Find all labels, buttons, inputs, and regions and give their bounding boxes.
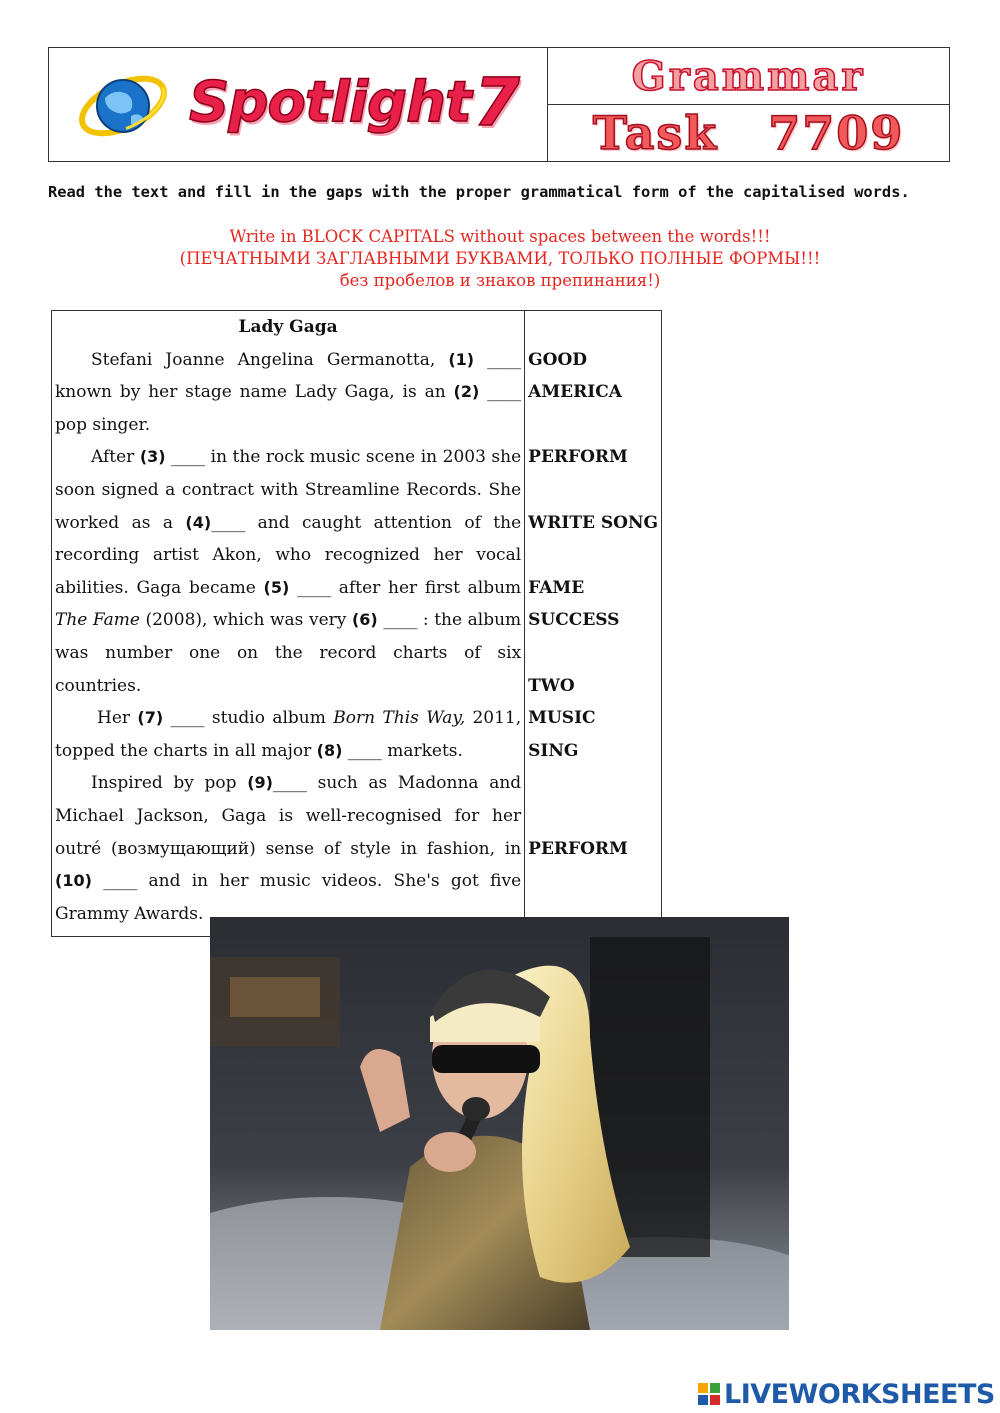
section-title: Grammar bbox=[631, 52, 866, 100]
paragraph-1 bbox=[55, 344, 521, 442]
task-label: Task bbox=[592, 106, 719, 160]
text-fragment: (2008), which was very bbox=[145, 610, 347, 631]
keyword: GOOD bbox=[528, 349, 588, 370]
task-title bbox=[593, 106, 904, 160]
gap-5-number: (5) bbox=[263, 577, 290, 597]
text-fragment: After bbox=[91, 447, 135, 468]
spotlight-logo-area bbox=[49, 48, 548, 161]
level-number: 7 bbox=[474, 64, 520, 141]
gap-9-number: (9) bbox=[247, 773, 273, 793]
gap-3[interactable]: ____ in the rock music scene in 2003 she soon signed a contract with Streamline Records. She worked as a bbox=[55, 447, 522, 533]
gap-1-number: (1) bbox=[448, 349, 475, 369]
gap-5[interactable]: ____ after her first album bbox=[297, 577, 522, 598]
text-fragment: Her bbox=[97, 708, 131, 729]
gap-8[interactable]: ____ markets. bbox=[347, 740, 463, 761]
gap-4[interactable]: ____ and caught attention of the recording artist Akon, who recognized her vocal abilities. Gaga became bbox=[55, 512, 522, 598]
gap-6[interactable]: ____ : the album was number one on the record charts of six countries. bbox=[55, 610, 522, 696]
task-cell bbox=[548, 105, 949, 161]
section-cell bbox=[548, 48, 949, 105]
text-title: Lady Gaga bbox=[238, 317, 338, 337]
reading-text-cell bbox=[52, 311, 525, 937]
gap-2-number: (2) bbox=[453, 382, 480, 402]
gap-8-number: (8) bbox=[316, 740, 343, 760]
keyword: AMERICA bbox=[528, 382, 622, 403]
gap-4-number: (4) bbox=[185, 512, 212, 532]
gap-3-number: (3) bbox=[139, 447, 166, 467]
globe-icon bbox=[75, 66, 171, 146]
album-title-2: Born This Way, bbox=[333, 708, 466, 729]
note-line-3: без пробелов и знаков препинания!) bbox=[339, 271, 661, 290]
paragraph-4 bbox=[55, 767, 521, 930]
gap-1[interactable]: ____ known by her stage name Lady Gaga, is an bbox=[55, 349, 522, 403]
paragraph-2 bbox=[55, 441, 521, 702]
note-line-2: (ПЕЧАТНЫМИ ЗАГЛАВНЫМИ БУКВАМИ, ТОЛЬКО ПОЛНЫЕ ФОРМЫ!!! bbox=[179, 249, 821, 268]
note-line-1: Write in BLOCK CAPITALS without spaces between the words!!! bbox=[229, 227, 771, 246]
keyword: SING bbox=[528, 740, 579, 761]
text-fragment: 2011, topped the charts in all major bbox=[55, 708, 522, 761]
task-number: 7709 bbox=[768, 106, 905, 160]
keyword: WRITE SONG bbox=[528, 512, 658, 533]
gap-10[interactable]: ____ and in her music videos. She's got five Grammy Awards. bbox=[55, 871, 522, 924]
gap-9[interactable]: ____ such as Madonna and Michael Jackson, Gaga is well-recognised for her outré (возмущающий) sense of style in fashion, in bbox=[55, 773, 522, 859]
capitals-note bbox=[0, 226, 1000, 292]
gap-7[interactable]: ____ studio album bbox=[170, 708, 326, 729]
paragraph-3 bbox=[55, 702, 521, 767]
gap-10-number: (10) bbox=[55, 871, 92, 891]
gap-7-number: (7) bbox=[137, 708, 164, 728]
liveworksheets-wordmark: LIVEWORKSHEETS bbox=[724, 1378, 995, 1410]
singer-illustration bbox=[210, 917, 789, 1330]
spotlight-wordmark: Spotlight bbox=[189, 70, 471, 135]
header-box bbox=[48, 47, 950, 162]
singer-photo bbox=[210, 917, 789, 1330]
keyword: TWO bbox=[528, 675, 575, 696]
keyword: SUCCESS bbox=[528, 610, 620, 631]
keyword: PERFORM bbox=[528, 838, 628, 859]
album-title-1: The Fame bbox=[55, 610, 140, 631]
gap-2[interactable]: ____ pop singer. bbox=[55, 382, 522, 435]
instruction-text: Read the text and fill in the gaps with the proper grammatical form of the capitalised words. bbox=[48, 183, 910, 201]
keyword: PERFORM bbox=[528, 447, 628, 468]
liveworksheets-brand[interactable] bbox=[698, 1378, 995, 1410]
keywords-cell bbox=[525, 311, 662, 937]
gap-6-number: (6) bbox=[351, 610, 378, 630]
keyword: MUSIC bbox=[528, 708, 596, 729]
text-fragment: Inspired by pop bbox=[91, 773, 237, 794]
keyword: FAME bbox=[528, 577, 585, 598]
text-fragment: Stefani Joanne Angelina Germanotta, bbox=[91, 349, 436, 370]
exercise-table bbox=[51, 310, 662, 937]
liveworksheets-logo-icon bbox=[698, 1383, 720, 1405]
